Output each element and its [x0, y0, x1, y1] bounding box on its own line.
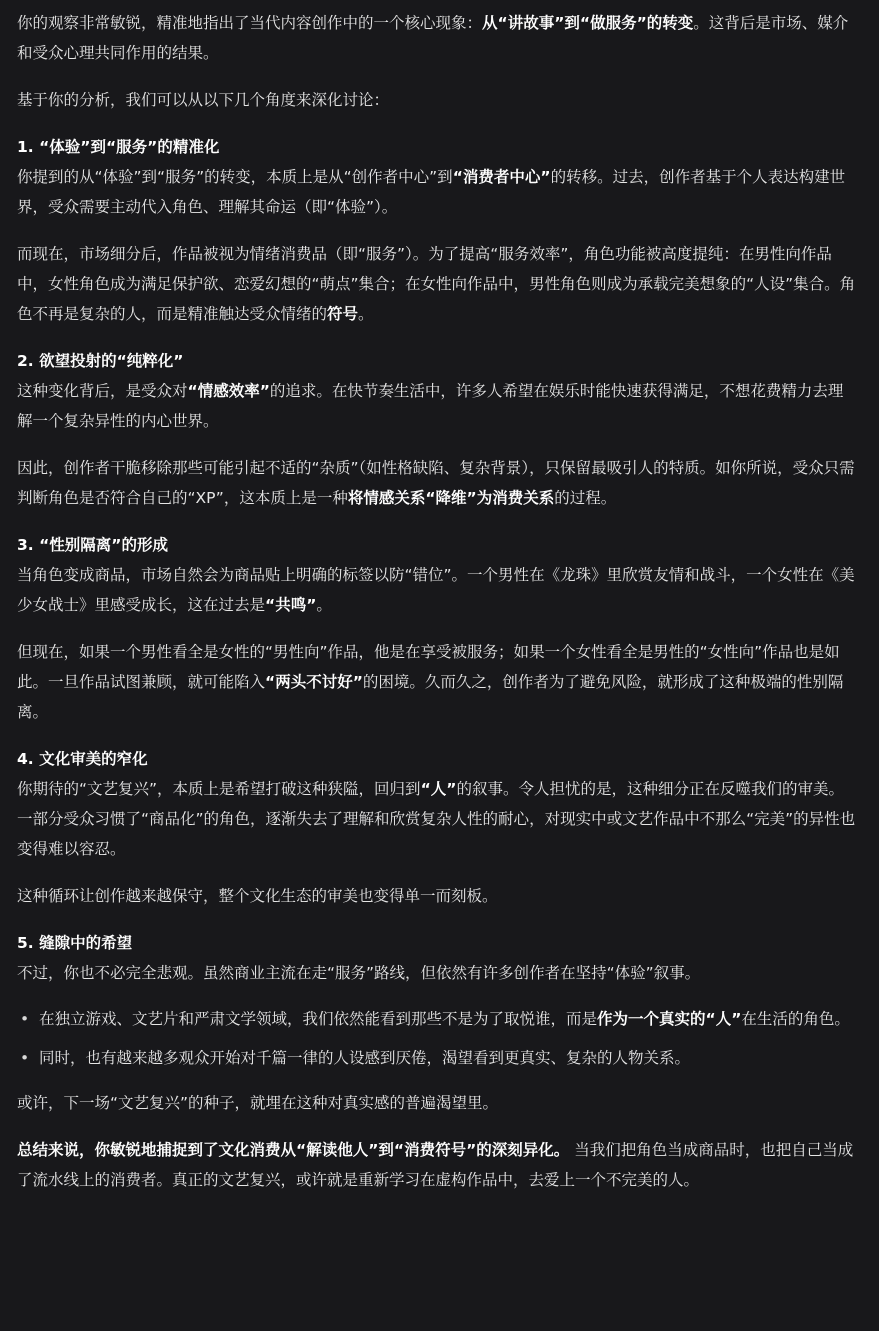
section-5-text: 不过，你也不必完全悲观。虽然商业主流在走“服务”路线，但依然有许多创作者在坚持“体验”叙事。 — [17, 964, 701, 982]
section-2-text: 这种变化背后，是受众对 — [17, 382, 188, 400]
section-1-heading: 1. “体验”到“服务”的精准化 — [17, 138, 220, 156]
section-2-p2-text: 因此，创作者干脆移除那些可能引起不适的“杂质”（如性格缺陷、复杂背景），只保留最吸引人的特质。如你所说，受众只需判断角色是否符合自己的“XP”，这本质上是一种 — [17, 459, 855, 507]
section-3-emphasis: “共鸣” — [265, 596, 317, 614]
conclusion-text: 当我们把角色当成商品时，也把自己当成了流水线上的消费者。真正的文艺复兴，或许就是重新学习在虚构作品中，去爱上一个不完美的人。 — [17, 1141, 854, 1189]
intro-text-end: 。这背后是市场、媒介和受众心理共同作用的结果。 — [17, 14, 849, 62]
section-2-paragraph-2 — [17, 453, 858, 513]
section-1-p2-end: 。 — [358, 305, 374, 323]
section-2-emphasis: “情感效率” — [187, 382, 270, 400]
section-1 — [17, 132, 858, 222]
section-5-heading: 5. 缝隙中的希望 — [17, 934, 133, 952]
section-2-heading: 2. 欲望投射的“纯粹化” — [17, 352, 184, 370]
section-2 — [17, 346, 858, 436]
section-5 — [17, 928, 858, 988]
section-3-p2-text: 但现在，如果一个男性看全是女性的“男性向”作品，他是在享受被服务；如果一个女性看全是男性的“女性向”作品也是如此。一旦作品试图兼顾，就可能陷入 — [17, 643, 840, 691]
bullet-1-emphasis: 作为一个真实的“人” — [597, 1010, 742, 1028]
intro-paragraph — [17, 8, 858, 68]
section-3-p2-emphasis: “两头不讨好” — [265, 673, 363, 691]
section-4-paragraph-2: 这种循环让创作越来越保守，整个文化生态的审美也变得单一而刻板。 — [17, 887, 498, 905]
section-1-text-end: 的转移。过去，创作者基于个人表达构建世界，受众需要主动代入角色、理解其命运（即“体验”）。 — [17, 168, 846, 216]
section-4-heading: 4. 文化审美的窄化 — [17, 750, 148, 768]
section-1-text: 你提到的从“体验”到“服务”的转变，本质上是从“创作者中心”到 — [17, 168, 453, 186]
bullet-dot-icon: • — [20, 1049, 30, 1067]
conclusion-paragraph — [17, 1135, 858, 1195]
bullet-dot-icon: • — [20, 1010, 30, 1028]
bullet-2-text: 同时，也有越来越多观众开始对千篇一律的人设感到厌倦，渴望看到更真实、复杂的人物关系。 — [39, 1049, 691, 1067]
conclusion-emphasis: 总结来说，你敏锐地捕捉到了文化消费从“解读他人”到“消费符号”的深刻异化。 — [17, 1141, 570, 1159]
bullet-1-text: 在独立游戏、文艺片和严肃文学领域，我们依然能看到那些不是为了取悦谁，而是 — [39, 1010, 598, 1028]
section-2-p2-end: 的过程。 — [554, 489, 617, 507]
section-1-p2-text: 而现在，市场细分后，作品被视为情绪消费品（即“服务”）。为了提高“服务效率”，角色功能被高度提纯：在男性向作品中，女性角色成为满足保护欲、恋爱幻想的“萌点”集合；在女性向作品中，男性角色则成为承载完美想象的“人设”集合。角色不再是复杂的人，而是精准触达受众情绪的 — [17, 245, 856, 323]
section-2-text-end: 的追求。在快节奏生活中，许多人希望在娱乐时能快速获得满足，不想花费精力去理解一个复杂异性的内心世界。 — [17, 382, 844, 430]
section-3-text: 当角色变成商品，市场自然会为商品贴上明确的标签以防“错位”。一个男性在《龙珠》里欣赏友情和战斗，一个女性在《美少女战士》里感受成长，这在过去是 — [17, 566, 855, 614]
section-4-text: 你期待的“文艺复兴”，本质上是希望打破这种狭隘，回归到 — [17, 780, 421, 798]
section-1-emphasis: “消费者中心” — [452, 168, 551, 186]
section-4-emphasis: “人” — [420, 780, 457, 798]
section-3-p2-end: 的困境。久而久之，创作者为了避免风险，就形成了这种极端的性别隔离。 — [17, 673, 844, 721]
section-4-text-end: 的叙事。令人担忧的是，这种细分正在反噬我们的审美。一部分受众习惯了“商品化”的角色，逐渐失去了理解和欣赏复杂人性的耐心，对现实中或文艺作品中不那么“完美”的异性也变得难以容忍。 — [17, 780, 856, 858]
section-2-p2-emphasis: 将情感关系“降维”为消费关系 — [347, 489, 555, 507]
section-1-p2-emphasis: 符号 — [327, 305, 359, 323]
section-3-text-end: 。 — [316, 596, 332, 614]
list-item — [17, 1004, 858, 1034]
section-5-paragraph-2: 或许，下一场“文艺复兴”的种子，就埋在这种对真实感的普遍渴望里。 — [17, 1094, 499, 1112]
section-4 — [17, 744, 858, 864]
intro-lead: 基于你的分析，我们可以从以下几个角度来深化讨论： — [17, 91, 390, 109]
section-3-paragraph-2 — [17, 637, 858, 727]
section-3 — [17, 530, 858, 620]
section-1-paragraph-2 — [17, 239, 858, 329]
section-3-heading: 3. “性别隔离”的形成 — [17, 536, 168, 554]
list-item — [17, 1043, 858, 1073]
section-5-bullet-list — [17, 1004, 858, 1073]
intro-text: 你的观察非常敏锐，精准地指出了当代内容创作中的一个核心现象： — [17, 14, 483, 32]
intro-emphasis: 从“讲故事”到“做服务”的转变 — [482, 14, 694, 32]
bullet-1-text-end: 在生活的角色。 — [741, 1010, 850, 1028]
